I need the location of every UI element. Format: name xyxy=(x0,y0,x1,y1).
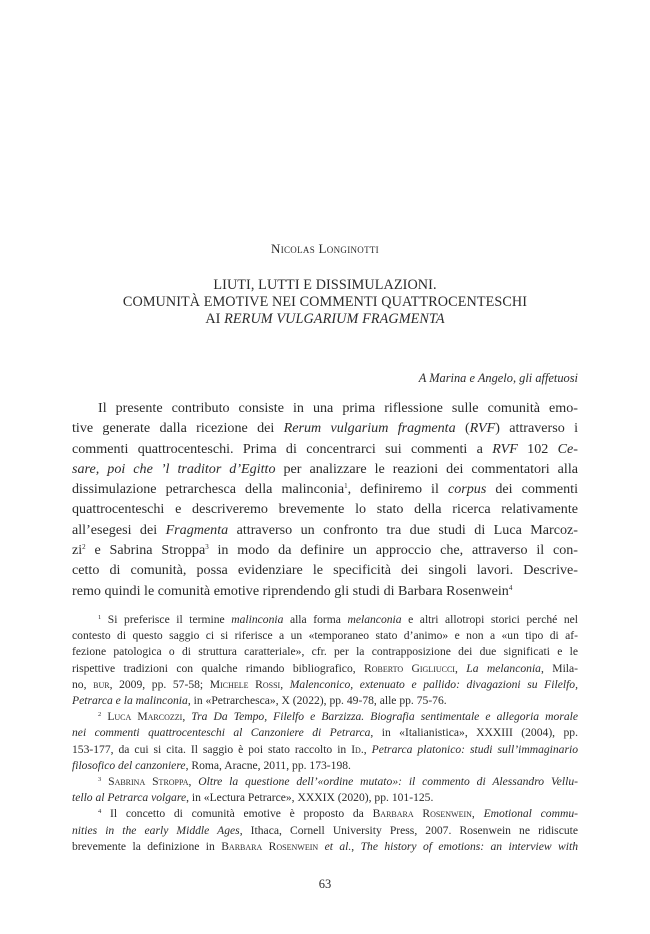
title-line-3 xyxy=(60,311,590,328)
body-line xyxy=(72,459,578,479)
italic-run: nities in the early Middle Ages xyxy=(72,823,240,837)
text-run: alla forma xyxy=(283,613,348,626)
text-run: commenti quattrocenteschi. Prima di concentrarci sui commenti a xyxy=(72,440,493,457)
italic-run: RVF xyxy=(469,420,496,437)
cited-author: Barbara Rosenwein xyxy=(221,839,319,853)
text-run: , in «Lectura Petrarce», XXXIX (2020), pp. 101-125. xyxy=(186,791,434,805)
text-run: , Roma, Aracne, 2011, pp. 173-198. xyxy=(185,758,351,772)
footnote-number: 2 xyxy=(98,711,102,719)
author-name: Nicolas Longinotti xyxy=(271,241,379,256)
cited-author: Roberto Gigliucci xyxy=(364,661,455,675)
footnote-number: 1 xyxy=(98,614,102,621)
body-line xyxy=(72,581,578,601)
italic-run: et al. xyxy=(324,839,352,853)
body-line: quattrocenteschi e descriveremo brevemente lo stato della ricerca relativamente xyxy=(72,501,578,518)
footnote-line xyxy=(72,661,578,677)
text-run: , Mila- xyxy=(540,661,578,675)
footnote-line xyxy=(72,742,578,758)
text-run: no, xyxy=(72,677,94,691)
italic-run: Rerum vulgarium fragmenta xyxy=(283,420,456,437)
text-run: , in «Petrarchesca», X (2022), pp. 49-78, alle pp. 75-76. xyxy=(187,694,447,708)
text-run: dei commenti xyxy=(486,481,578,498)
italic-run: Tra Da Tempo, Filelfo e Barzizza. Biografia sentimentale e allegoria morale xyxy=(191,710,578,724)
text-run: ( xyxy=(455,420,470,437)
body-line xyxy=(72,520,578,540)
italic-run: La melanconia xyxy=(466,661,541,675)
text-run: 102 xyxy=(517,440,558,457)
footnote-ref: 2 xyxy=(82,543,86,552)
footnotes xyxy=(72,612,578,855)
footnote-line xyxy=(72,806,578,822)
text-run: , xyxy=(182,710,192,724)
cited-author: Id. xyxy=(351,742,364,756)
footnote-line xyxy=(72,774,578,790)
text-run: , in «Italianistica», XXXIII (2004), pp. xyxy=(370,726,578,740)
text-run: e Sabrina Stroppa xyxy=(85,542,206,559)
italic-run: Fragmenta xyxy=(165,521,229,538)
text-run: rispettive tradizioni con qualche rimando bibliografico, xyxy=(72,661,365,675)
body-line xyxy=(72,540,578,560)
text-run: e altri allotropi storici perché nel xyxy=(401,613,578,626)
italic-run: Emotional commu- xyxy=(483,807,578,821)
text-run: dissimulazione petrarchesca della malinconia xyxy=(72,481,345,498)
italic-run: tello al Petrarca volgare xyxy=(72,791,187,805)
text-run: per analizzare le reazioni dei commentatori alla xyxy=(275,460,578,477)
footnote-line xyxy=(72,725,578,741)
italic-run: Ce- xyxy=(557,440,578,457)
footnote-line xyxy=(72,823,578,839)
text-run: in modo da definire un approccio che, attraverso il con- xyxy=(208,542,578,559)
title-line-3-prefix: AI xyxy=(205,311,225,327)
text-run: remo quindi le comunità emotive riprendendo gli studi di Barbara Rosenwein xyxy=(72,582,509,599)
text-run: Si preferisce il termine xyxy=(101,613,232,626)
footnote-line: fezione patologica o di struttura caratteriale», cfr. per la contrapposizione dei due significati e le xyxy=(72,645,578,659)
body-paragraph xyxy=(72,398,578,601)
footnote-line xyxy=(72,709,578,725)
title-line-1: LIUTI, LUTTI E DISSIMULAZIONI. xyxy=(213,277,437,293)
text-run: , xyxy=(280,677,290,691)
footnote-line xyxy=(72,677,578,693)
footnote-ref: 1 xyxy=(344,482,348,491)
body-line xyxy=(72,418,578,438)
body-line xyxy=(72,479,578,499)
italic-run: corpus xyxy=(447,481,487,498)
italic-run: Petrarca e la malinconia xyxy=(72,694,188,708)
text-run: , 2009, pp. 57-58; xyxy=(109,677,210,691)
italic-run: nei commenti quattrocenteschi al Canzoniere di Petrarca xyxy=(72,726,371,740)
text-run: , definiremo il xyxy=(347,481,448,498)
italic-run: The history of emotions: an interview with xyxy=(360,839,578,853)
footnote-ref: 4 xyxy=(508,583,513,592)
page-number: 63 xyxy=(318,877,332,891)
cited-author: Sabrina Stroppa xyxy=(108,775,189,789)
italic-run: RVF xyxy=(492,440,518,457)
text-run: , xyxy=(188,775,199,789)
footnote-number: 3 xyxy=(98,776,102,784)
italic-run: Oltre la questione dell’«ordine mutato»: il commento di Alessandro Vellu- xyxy=(198,775,578,789)
publisher: bur xyxy=(93,677,110,691)
article-title xyxy=(60,277,590,328)
footnote-number: 4 xyxy=(98,808,102,816)
dedication: A Marina e Angelo, gli affetuosi xyxy=(418,371,578,385)
italic-run: malinconia xyxy=(231,613,284,626)
cited-author: Barbara Rosenwein xyxy=(372,807,472,821)
text-run: zi xyxy=(72,542,83,559)
text-run: Il concetto di comunità emotive è proposto da xyxy=(101,807,373,821)
italic-run: filosofico del canzoniere xyxy=(72,758,186,772)
italic-run: Petrarca platonico: studi sull’immaginario xyxy=(371,742,578,756)
text-run: attraverso un confronto tra due studi di Luca Marcoz- xyxy=(228,521,578,538)
body-line: Il presente contributo consiste in una prima riflessione sulle comunità emo- xyxy=(98,400,578,416)
text-run: brevemente la definizione in xyxy=(72,839,222,853)
text-run: , xyxy=(471,807,484,821)
cited-author: Luca Marcozzi xyxy=(107,710,183,724)
text-run: , xyxy=(454,661,467,675)
title-line-2: COMUNITÀ EMOTIVE NEI COMMENTI QUATTROCENTESCHI xyxy=(122,294,528,310)
footnote-line: contesto di questo saggio ci si riferisce a un «temporaneo stato d’animo» e non a «un tipo di af- xyxy=(72,629,578,643)
text-run: all’esegesi dei xyxy=(72,521,166,538)
italic-run: melanconia xyxy=(347,613,402,626)
italic-run: Malenconico, extenuato e pallido: divagazioni su Filelfo, xyxy=(289,677,578,691)
text-run: tive generate dalla ricezione dei xyxy=(72,420,284,437)
text-run: , xyxy=(363,742,372,756)
footnote-line xyxy=(72,693,578,709)
footnote-line xyxy=(72,758,578,774)
footnote-line xyxy=(72,790,578,806)
italic-run: sare, poi che ’l traditor d’Egitto xyxy=(72,460,276,477)
body-line: cetto di comunità, possa evidenziare le specificità dei singoli lavori. Descrive- xyxy=(72,562,578,579)
title-line-3-italic: RERUM VULGARIUM FRAGMENTA xyxy=(224,311,445,327)
body-line xyxy=(72,439,578,459)
text-run: 153-177, da cui si cita. Il saggio è poi stato raccolto in xyxy=(72,742,352,756)
text-run: , xyxy=(351,839,361,853)
cited-author: Michele Rossi xyxy=(209,677,281,691)
footnote-line xyxy=(72,839,578,855)
text-run: ) attraverso i xyxy=(495,420,578,437)
footnote-ref: 3 xyxy=(205,543,209,552)
footnote-line xyxy=(72,612,578,628)
text-run: , Ithaca, Cornell University Press, 2007. Rosenwein ne ridiscute xyxy=(239,823,578,837)
